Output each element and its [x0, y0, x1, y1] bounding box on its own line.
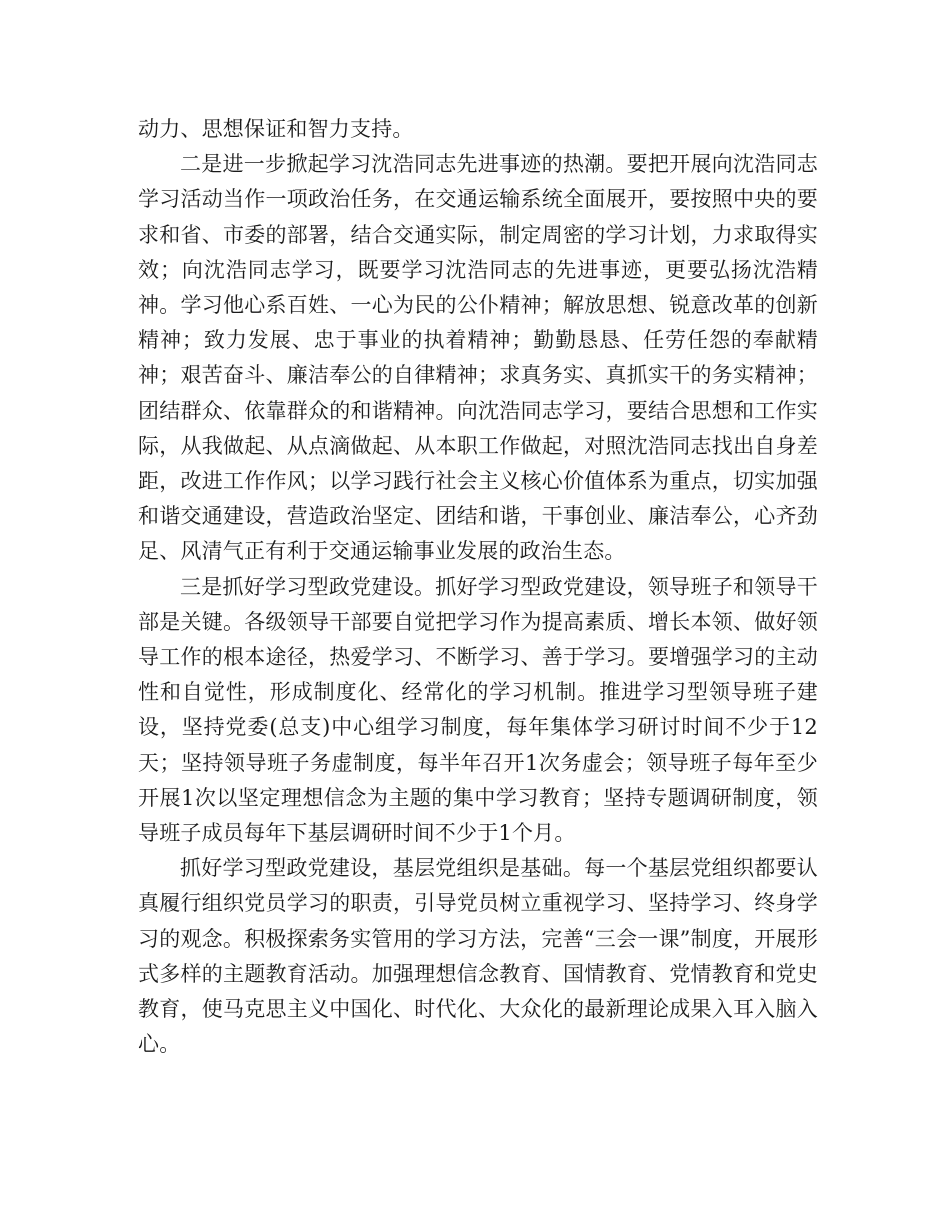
paragraph-shen-hao-study: 二是进一步掀起学习沈浩同志先进事迹的热潮。要把开展向沈浩同志学习活动当作一项政治任务，在交通运输系统全面展开，要按照中央的要求和省、市委的部署，结合交通实际，制定周密的学习计划，力求取得实效；向沈浩同志学习，既要学习沈浩同志的先进事迹，更要弘扬沈浩精神。学习他心系百姓、一心为民的公仆精神；解放思想、锐意改革的创新精神；致力发展、忠于事业的执着精神；勤勤恳恳、任劳任怨的奉献精神；艰苦奋斗、廉洁奉公的自律精神；求真务实、真抓实干的务实精神；团结群众、依靠群众的和谐精神。向沈浩同志学习，要结合思想和工作实际，从我做起、从点滴做起、从本职工作做起，对照沈浩同志找出自身差距，改进工作作风；以学习践行社会主义核心价值体系为重点，切实加强和谐交通建设，营造政治坚定、团结和谐，干事创业、廉洁奉公，心齐劲足、风清气正有利于交通运输事业发展的政治生态。: [138, 152, 818, 564]
paragraph-learning-party-grassroots: 抓好学习型政党建设，基层党组织是基础。每一个基层党组织都要认真履行组织党员学习的职责，引导党员树立重视学习、坚持学习、终身学习的观念。积极探索务实管用的学习方法，完善“三会一课”制度，开展形式多样的主题教育活动。加强理想信念教育、国情教育、党情教育和党史教育，使马克思主义中国化、时代化、大众化的最新理论成果入耳入脑入心。: [138, 856, 818, 1057]
paragraph-learning-party-leadership: 三是抓好学习型政党建设。抓好学习型政党建设，领导班子和领导干部是关键。各级领导干部要自觉把学习作为提高素质、增长本领、做好领导工作的根本途径，热爱学习、不断学习、善于学习。要增强学习的主动性和自觉性，形成制度化、经常化的学习机制。推进学习型领导班子建设，坚持党委(总支)中心组学习制度，每年集体学习研讨时间不少于12天；坚持领导班子务虚制度，每半年召开1次务虚会；领导班子每年至少开展1次以坚定理想信念为主题的集中学习教育；坚持专题调研制度，领导班子成员每年下基层调研时间不少于1个月。: [138, 574, 818, 846]
document-body: [138, 112, 818, 1062]
paragraph-continuation: 动力、思想保证和智力支持。: [138, 117, 414, 141]
